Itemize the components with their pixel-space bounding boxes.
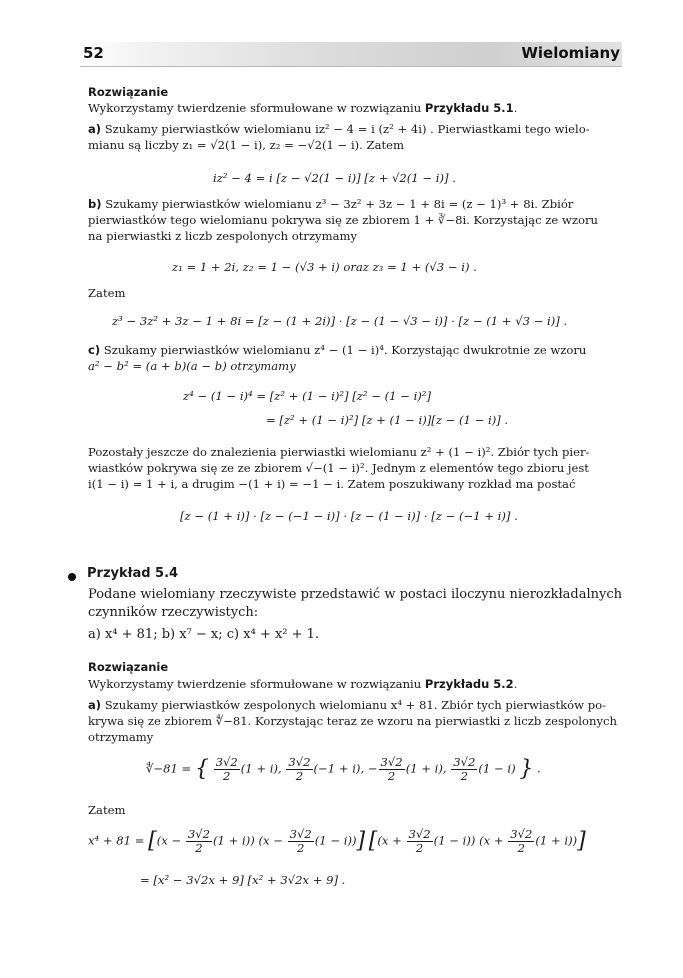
numerator: 3√2 <box>408 827 431 841</box>
numerator: 3√2 <box>510 827 533 841</box>
f-part: (x + <box>479 833 504 848</box>
text-line: krywa się ze zbiorem ∜−81. Korzystając teraz ze wzoru na pierwiastki z liczb zespolonych <box>88 714 617 728</box>
f-part: (1 − i)) <box>314 833 357 848</box>
bullet-icon <box>68 573 76 581</box>
part-label: c) <box>88 343 101 357</box>
equation-c-line2: = [z² + (1 − i)²] [z + (1 − i)][z − (1 − i)] . <box>266 413 509 427</box>
numerator: 3√2 <box>289 827 312 841</box>
example-items: a) x⁴ + 81; b) x⁷ − x; c) x⁴ + x² + 1. <box>88 627 320 642</box>
denominator: 2 <box>223 769 231 783</box>
denominator: 2 <box>415 841 424 855</box>
set-term: (1 + i), <box>240 761 282 776</box>
numerator: 3√2 <box>380 755 403 769</box>
part-a-text <box>88 697 623 745</box>
text-line: wiastków pokrywa się ze ze zbiorem √−(1 − i)². Jednym z elementów tego zbioru jest <box>88 461 589 475</box>
denominator: 2 <box>296 841 305 855</box>
solution-intro <box>88 100 623 116</box>
f-part: (x − <box>258 833 283 848</box>
text-line: pierwiastków tego wielomianu pokrywa się ze zbiorem 1 + ∛−8i. Korzystając ze wzoru <box>88 213 598 227</box>
fraction <box>407 828 433 855</box>
part-label: b) <box>88 197 102 211</box>
fraction <box>286 756 312 783</box>
f-part: (1 + i)) <box>535 833 578 848</box>
intro-end: . <box>513 101 518 115</box>
solution-heading: Rozwiązanie <box>88 660 169 674</box>
numerator: 3√2 <box>453 755 476 769</box>
factorization-line1 <box>88 828 586 855</box>
intro-end: . <box>513 677 518 691</box>
text-line: otrzymamy <box>88 730 154 744</box>
numerator: 3√2 <box>288 755 311 769</box>
example-statement <box>88 586 623 622</box>
set-lhs: ∜−81 = <box>146 761 192 776</box>
roots-set-equation: ∜−81 = { $\frac{3√2}{2}$ (1 + i), $\frac{3√2}{2}$ (−1 + i), − $\frac{3√2}{2}$ (1 + i), $\frac{3√2}{2}$ (1 − i) } . <box>146 755 541 783</box>
set-term: (1 + i), <box>405 761 447 776</box>
equation-b-roots: z₁ = 1 + 2i, z₂ = 1 − (√3 + i) oraz z₃ = 1 + (√3 − i) . <box>172 260 477 274</box>
brace-right: } <box>519 756 534 782</box>
equation-c-line1: z⁴ − (1 − i)⁴ = [z² + (1 − i)²] [z² − (1 − i)²] <box>183 389 431 403</box>
set-term: (−1 + i), <box>313 761 365 776</box>
denominator: 2 <box>195 841 203 855</box>
bracket-left: [ <box>148 828 157 854</box>
bracket-right: ] <box>577 828 586 854</box>
fraction <box>508 828 534 855</box>
minus-sign: − <box>367 761 378 776</box>
text-line: Pozostały jeszcze do znalezienia pierwiastki wielomianu z² + (1 − i)². Zbiór tych pier- <box>88 445 590 459</box>
intro-text: Wykorzystamy twierdzenie sformułowane w rozwiązaniu <box>88 101 425 115</box>
example-reference: Przykładu 5.1 <box>424 101 514 115</box>
bracket-right: ] <box>356 828 366 854</box>
intro-text: Wykorzystamy twierdzenie sformułowane w rozwiązaniu <box>88 677 425 691</box>
fraction <box>451 756 477 783</box>
denominator: 2 <box>387 769 396 783</box>
zatem-text: Zatem <box>88 286 126 300</box>
text-line: mianu są liczby z₁ = √2(1 − i), z₂ = −√2(1 − i). Zatem <box>88 138 405 152</box>
fraction <box>214 756 240 783</box>
example-reference: Przykładu 5.2 <box>424 677 514 691</box>
example-title: Przykład 5.4 <box>87 566 179 581</box>
factorization-line2: = [x² − 3√2x + 9] [x² + 3√2x + 9] . <box>140 873 346 887</box>
part-c-continuation <box>88 444 623 492</box>
brace-left: { <box>194 756 209 782</box>
denominator: 2 <box>517 841 526 855</box>
equation-c-factor: [z − (1 + i)] · [z − (−1 − i)] · [z − (1 − i)] · [z − (−1 + i)] . <box>180 509 518 523</box>
text-line: Podane wielomiany rzeczywiste przedstawić w postaci iloczynu nierozkładalnych <box>88 587 623 602</box>
text-line: Szukamy pierwiastków wielomianu z⁴ − (1 − i)⁴. Korzystając dwukrotnie ze wzoru <box>103 343 587 357</box>
set-term: (1 − i) <box>478 761 516 776</box>
fraction <box>379 756 405 783</box>
page-number: 52 <box>83 44 104 62</box>
part-a-text <box>88 121 623 153</box>
part-b-text <box>88 196 623 244</box>
solution-heading: Rozwiązanie <box>88 85 169 99</box>
f-part: (1 − i)) <box>433 833 476 848</box>
text-line: Szukamy pierwiastków zespolonych wielomianu x⁴ + 81. Zbiór tych pierwiastków po- <box>104 698 607 712</box>
equation-a: iz² − 4 = i [z − √2(1 − i)] [z + √2(1 − i)] . <box>213 171 456 185</box>
part-label: a) <box>88 698 102 712</box>
numerator: 3√2 <box>187 827 211 841</box>
fraction <box>186 828 212 855</box>
part-label: a) <box>88 122 102 136</box>
f-part: (1 + i)) <box>213 833 255 848</box>
running-head: Wielomiany <box>521 44 620 62</box>
text-line: Szukamy pierwiastków wielomianu z³ − 3z² + 3z − 1 + 8i = (z − 1)³ + 8i. Zbiór <box>105 197 574 211</box>
denominator: 2 <box>460 769 469 783</box>
denominator: 2 <box>295 769 304 783</box>
f-lhs: x⁴ + 81 = <box>88 833 145 848</box>
fraction <box>288 828 314 855</box>
text-line: a² − b² = (a + b)(a − b) otrzymamy <box>88 359 296 373</box>
part-c-text <box>88 342 623 374</box>
text-line: czynników rzeczywistych: <box>88 605 259 620</box>
text-line: i(1 − i) = 1 + i, a drugim −(1 + i) = −1 − i. Zatem poszukiwany rozkład ma postać <box>88 477 576 491</box>
solution-intro <box>88 676 623 692</box>
equation-b-factor: z³ − 3z² + 3z − 1 + 8i = [z − (1 + 2i)] · [z − (1 − √3 − i)] · [z − (1 + √3 − i)] . <box>112 314 568 328</box>
zatem-text: Zatem <box>88 803 126 817</box>
f-part: (x + <box>377 833 402 848</box>
text-line: na pierwiastki z liczb zespolonych otrzymamy <box>88 229 358 243</box>
numerator: 3√2 <box>215 755 238 769</box>
text-line: Szukamy pierwiastków wielomianu iz² − 4 = i (z² + 4i) . Pierwiastkami tego wielo- <box>104 122 590 136</box>
bracket-left: [ <box>368 828 378 854</box>
f-part: (x − <box>156 833 182 848</box>
